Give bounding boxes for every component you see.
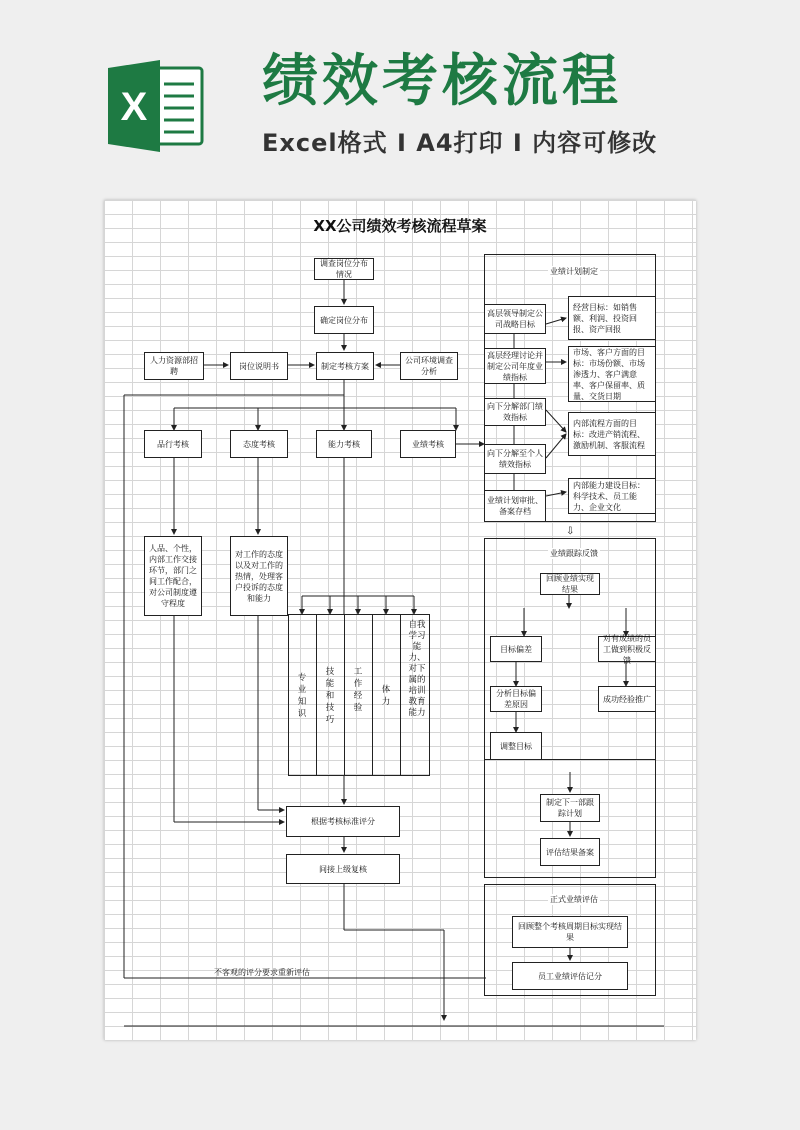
attitude-review-box: 态度考核 bbox=[230, 430, 288, 458]
env-survey-box: 公司环境调查分析 bbox=[400, 352, 458, 380]
hr-recruit-box: 人力资源部招聘 bbox=[144, 352, 204, 380]
plan-step: 高层经理讨论并制定公司年度业绩指标 bbox=[484, 348, 546, 384]
feedback-box: 对有成绩的员工做到积极反馈 bbox=[598, 636, 656, 662]
employee-score-box: 员工业绩评估记分 bbox=[512, 962, 628, 990]
gap-box: 目标偏差 bbox=[490, 636, 542, 662]
ability-item: 工作经验 bbox=[353, 667, 363, 713]
attitude-detail-box: 对工作的态度以及对工作的热情，处理客户投诉的态度和能力 bbox=[230, 536, 288, 616]
spreadsheet-page bbox=[104, 200, 696, 1040]
plan-goal: 市场、客户方面的目标：市场份额、市场渗透力、客户满意率、客户保留率、质量、交货日期 bbox=[568, 346, 656, 402]
down-arrow-icon: ⇩ bbox=[566, 526, 575, 537]
rescore-note: 不客观的评分要求重新评估 bbox=[214, 968, 310, 977]
banner-title: 绩效考核流程 bbox=[262, 49, 622, 114]
job-desc-box: 岗位说明书 bbox=[230, 352, 288, 380]
sheet-title: XX公司绩效考核流程草案 bbox=[313, 217, 487, 235]
archive-box: 评估结果备案 bbox=[540, 838, 600, 866]
make-plan-box: 制定考核方案 bbox=[316, 352, 374, 380]
plan-section-title: 业绩计划制定 bbox=[550, 267, 598, 276]
ability-item: 专业知识 bbox=[297, 673, 307, 719]
ability-item: 自我学习能力、对下属的培训教育能力 bbox=[408, 620, 426, 718]
plan-goal: 经营目标：如销售额、利润、投资回报、资产回报 bbox=[568, 296, 656, 340]
score-by-standard-box: 根据考核标准评分 bbox=[286, 806, 400, 837]
plan-step: 向下分解至个人绩效指标 bbox=[484, 444, 546, 474]
ability-item: 技能和技巧 bbox=[325, 667, 335, 725]
superior-review-box: 间接上级复核 bbox=[286, 854, 400, 884]
moral-detail-box: 人品、个性，内部工作交接环节，部门之间工作配合，对公司制度遵守程度 bbox=[144, 536, 202, 616]
analyze-gap-box: 分析目标偏差原因 bbox=[490, 686, 542, 712]
banner-subtitle: Excel格式 Ⅰ A4打印 Ⅰ 内容可修改 bbox=[262, 129, 658, 157]
adjust-goal-box: 调整目标 bbox=[490, 732, 542, 760]
confirm-distribution-box: 确定岗位分布 bbox=[314, 306, 374, 334]
ability-item: 体力 bbox=[381, 685, 391, 707]
moral-review-box: 品行考核 bbox=[144, 430, 202, 458]
tracking-section-title: 业绩跟踪反馈 bbox=[550, 549, 598, 558]
ability-review-box: 能力考核 bbox=[316, 430, 372, 458]
plan-step: 业绩计划审批、备案存档 bbox=[484, 490, 546, 522]
survey-distribution-box: 调查岗位分布情况 bbox=[314, 258, 374, 280]
plan-step: 高层领导制定公司战略目标 bbox=[484, 304, 546, 334]
plan-step: 向下分解部门绩效指标 bbox=[484, 398, 546, 426]
excel-logo-icon bbox=[106, 58, 206, 154]
svg-text:X: X bbox=[120, 85, 148, 129]
next-plan-box: 制定下一部跟踪计划 bbox=[540, 794, 600, 822]
review-results-box: 回顾业绩实现结果 bbox=[540, 573, 600, 595]
performance-review-box: 业绩考核 bbox=[400, 430, 456, 458]
plan-goal: 内部能力建设目标：科学技术、员工能力、企业文化 bbox=[568, 478, 656, 514]
plan-goal: 内部流程方面的目标：改进产销流程、激励机制、客服流程 bbox=[568, 412, 656, 456]
review-cycle-box: 回顾整个考核周期目标实现结果 bbox=[512, 916, 628, 948]
evaluation-section-title: 正式业绩评估 bbox=[550, 895, 598, 904]
promote-box: 成功经验推广 bbox=[598, 686, 656, 712]
